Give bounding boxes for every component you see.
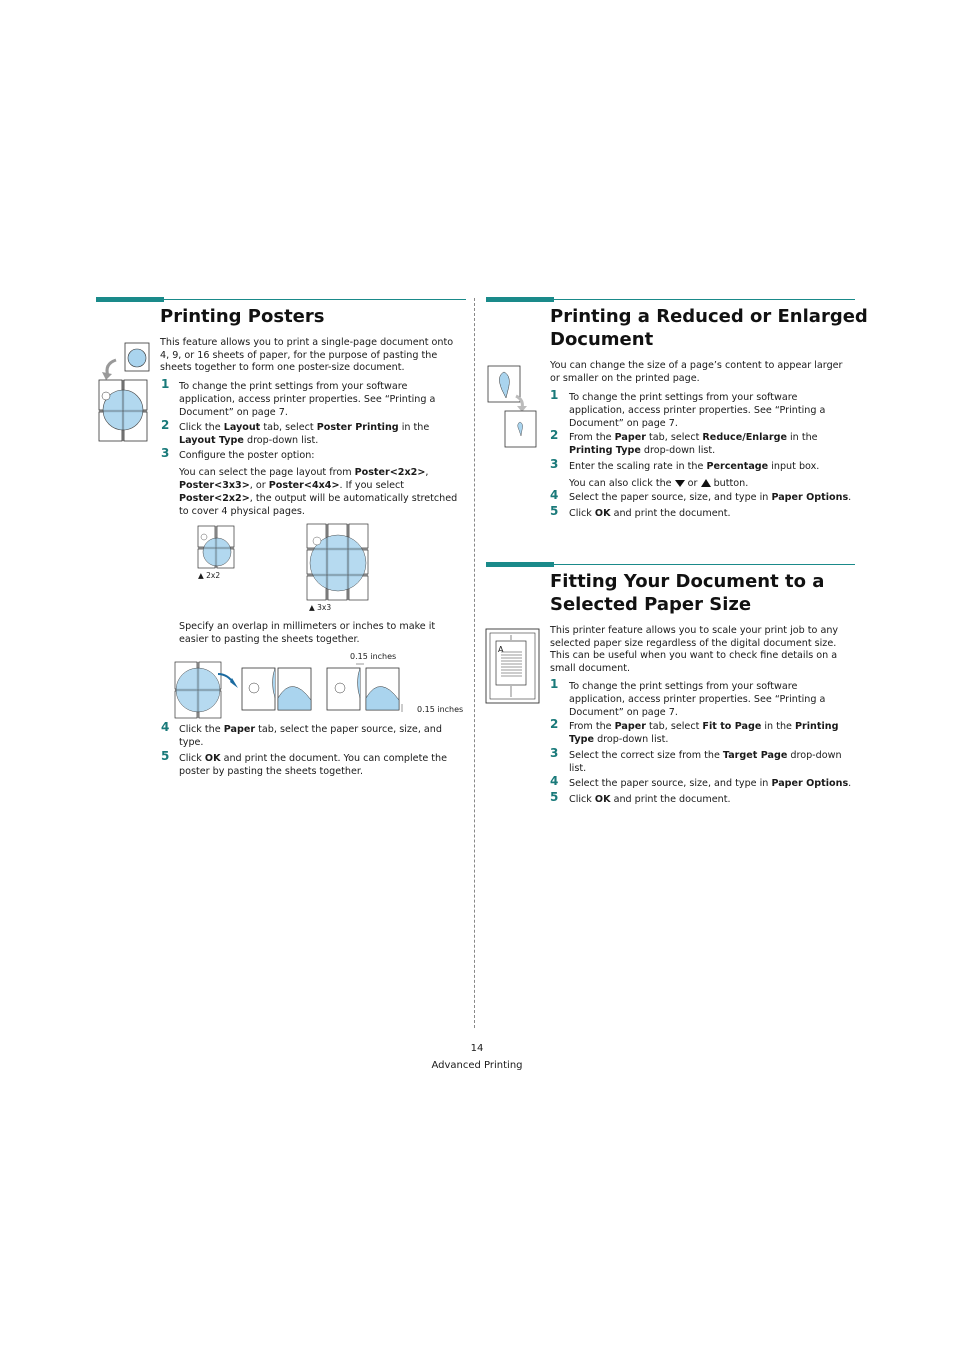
reduce-enlarge-icon xyxy=(486,364,540,450)
step-text: Click the Paper tab, select the paper source, size, and type. xyxy=(179,724,442,748)
step-number: 4 xyxy=(550,774,559,788)
arrow-up-icon xyxy=(701,479,711,487)
section-title-printing-posters: Printing Posters xyxy=(160,306,325,327)
step-number: 1 xyxy=(161,377,170,391)
intro-paragraph: This feature allows you to print a single-page document onto 4, 9, or 16 sheets of paper, for the purpose of pasting the sheets together to form one poster-size document. xyxy=(160,337,454,374)
chapter-title: Advanced Printing xyxy=(431,1060,523,1071)
step-number: 1 xyxy=(550,677,559,691)
step-text: Select the paper source, size, and type in Paper Options. xyxy=(569,778,852,789)
intro-paragraph: This printer feature allows you to scale your print job to any selected paper size regardless of the digital document size. This can be useful when you want to check fine details on a small document. xyxy=(550,625,839,675)
step-text: Click the Layout tab, select Poster Printing in the Layout Type drop-down list. xyxy=(179,422,430,446)
step-number: 3 xyxy=(161,446,170,460)
layout-note: You can select the page layout from Poster<2x2>, Poster<3x3>, or Poster<4x4>. If you select Poster<2x2>, the output will be automatically stretched to cover 4 physical pages. xyxy=(179,467,458,517)
overlap-illustration xyxy=(174,660,404,720)
caption-3x3: ▲ 3x3 xyxy=(309,603,332,612)
caption-2x2: ▲ 2x2 xyxy=(198,571,221,580)
step-text: From the Paper tab, select Reduce/Enlarge in the Printing Type drop-down list. xyxy=(569,432,818,456)
step-number: 2 xyxy=(161,418,170,432)
title-line: Selected Paper Size xyxy=(550,594,752,615)
title-line: Document xyxy=(550,329,654,350)
section-title-fit-to-page xyxy=(550,570,824,616)
poster-2x2-illustration xyxy=(196,524,236,570)
step-text: To change the print settings from your software application, access printer properties. See “Printing a Document” on page 7. xyxy=(179,381,436,418)
step-text: Select the paper source, size, and type in Paper Options. xyxy=(569,492,852,503)
step-text: To change the print settings from your software application, access printer properties. See “Printing a Document” on page 7. xyxy=(569,392,826,429)
step-number: 4 xyxy=(161,720,170,734)
fit-to-page-icon xyxy=(485,628,541,704)
step-number: 5 xyxy=(550,504,559,518)
step-number: 4 xyxy=(550,488,559,502)
section-title-reduce-enlarge xyxy=(550,305,868,351)
step-text: Enter the scaling rate in the Percentage input box. xyxy=(569,461,820,472)
step-number: 5 xyxy=(550,790,559,804)
step-number: 2 xyxy=(550,717,559,731)
step-number: 2 xyxy=(550,428,559,442)
step-number: 5 xyxy=(161,749,170,763)
document-letter: A xyxy=(498,645,504,654)
arrow-down-icon xyxy=(675,479,685,487)
title-line: Printing a Reduced or Enlarged xyxy=(550,306,868,327)
title-line: Fitting Your Document to a xyxy=(550,571,825,592)
step-text: To change the print settings from your software application, access printer properties. See “Printing a Document” on page 7. xyxy=(569,681,826,718)
step-text: From the Paper tab, select Fit to Page in the Printing Type drop-down list. xyxy=(569,721,839,745)
section-rule xyxy=(486,299,855,300)
step-text: Click OK and print the document. xyxy=(569,794,731,805)
page-number: 14 xyxy=(470,1043,484,1054)
step-text: Click OK and print the document. xyxy=(569,508,731,519)
step-text: Configure the poster option: xyxy=(179,450,315,461)
step-number: 1 xyxy=(550,388,559,402)
poster-3x3-illustration xyxy=(306,523,371,601)
section-rule xyxy=(96,299,466,300)
step-text: Select the correct size from the Target Page drop-down list. xyxy=(569,750,842,774)
overlap-label-right: 0.15 inches xyxy=(417,705,464,714)
step-number: 3 xyxy=(550,746,559,760)
also-click-note: You can also click the or button. xyxy=(569,478,749,489)
poster-icon xyxy=(96,340,152,442)
step-number: 3 xyxy=(550,457,559,471)
intro-paragraph: You can change the size of a page’s content to appear larger or smaller on the printed page. xyxy=(550,360,843,384)
section-rule xyxy=(486,564,855,565)
overlap-label-top: 0.15 inches xyxy=(350,652,397,661)
column-divider xyxy=(474,298,475,1028)
overlap-note: Specify an overlap in millimeters or inches to make it easier to pasting the sheets together. xyxy=(179,621,436,645)
step-text: Click OK and print the document. You can complete the poster by pasting the sheets together. xyxy=(179,753,448,777)
